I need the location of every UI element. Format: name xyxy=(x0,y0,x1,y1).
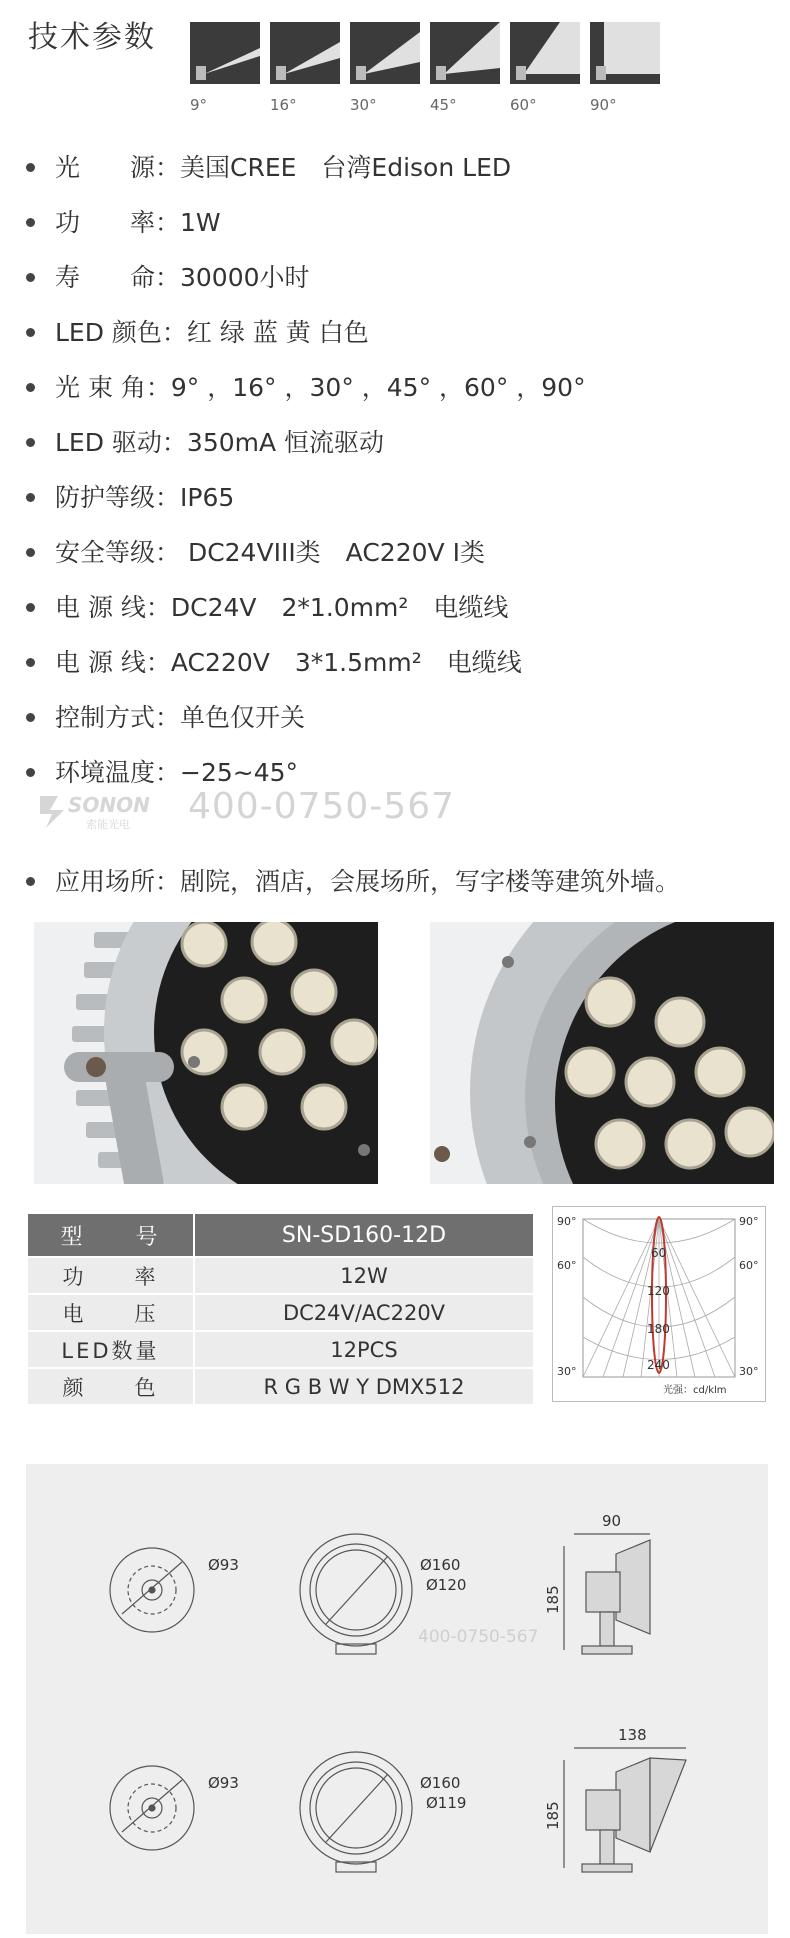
table-header-row xyxy=(28,1214,533,1256)
page-title: 技术参数 xyxy=(28,20,156,55)
table-row xyxy=(28,1258,533,1293)
table-cell-key: 电 压 xyxy=(28,1295,193,1330)
spec-item xyxy=(26,423,384,459)
sonon-logo-icon xyxy=(38,790,172,832)
table-cell-key: LED数量 xyxy=(28,1332,193,1367)
beam-label: 30° xyxy=(350,96,377,114)
watermark-brand: SONON xyxy=(68,793,150,817)
polar-ring-label: 240 xyxy=(647,1358,670,1372)
dim-width: 90 xyxy=(602,1512,622,1530)
table-cell-key: 颜 色 xyxy=(28,1369,193,1404)
beam-90-icon xyxy=(590,22,660,84)
spec-item xyxy=(26,258,310,294)
spec-item xyxy=(26,368,586,404)
polar-angle-label: 60° xyxy=(739,1259,759,1272)
beam-label: 60° xyxy=(510,96,537,114)
table-cell-value: DC24V/AC220V xyxy=(195,1295,533,1330)
table-cell-value: 12PCS xyxy=(195,1332,533,1367)
spec-text: 安全等级： DC24VIII类 AC220V I类 xyxy=(55,538,485,567)
spec-text: 电 源 线：DC24V 2*1.0mm² 电缆线 xyxy=(55,593,509,622)
watermark-brand-cn: 索能光电 xyxy=(86,818,130,831)
drawing-row-top xyxy=(110,1512,650,1654)
polar-ring-label: 60 xyxy=(651,1246,667,1260)
spec-item xyxy=(26,698,305,734)
beam-label: 16° xyxy=(270,96,297,114)
beam-9-icon xyxy=(190,22,260,84)
table-cell-value: 12W xyxy=(195,1258,533,1293)
spec-item xyxy=(26,643,522,679)
dim-inner-diameter: Ø119 xyxy=(426,1794,467,1812)
beam-60-icon xyxy=(510,22,580,84)
spec-item xyxy=(26,203,221,239)
spec-text: 控制方式：单色仅开关 xyxy=(55,703,306,732)
spec-text: 寿 命：30000小时 xyxy=(55,263,310,292)
beam-label: 90° xyxy=(590,96,617,114)
polar-angle-label: 60° xyxy=(557,1259,577,1272)
spec-item xyxy=(26,478,234,514)
dim-inner-diameter: Ø120 xyxy=(426,1576,467,1594)
beam-16-icon xyxy=(270,22,340,84)
spec-item xyxy=(26,588,508,624)
dim-outer-diameter: Ø160 xyxy=(420,1774,461,1792)
table-header-model: SN-SD160-12D xyxy=(195,1214,533,1256)
dim-outer-diameter: Ø160 xyxy=(420,1556,461,1574)
polar-ring-label: 180 xyxy=(647,1322,670,1336)
polar-diagram xyxy=(552,1206,766,1402)
spec-table xyxy=(26,1212,535,1406)
beam-45-icon xyxy=(430,22,500,84)
table-row xyxy=(28,1295,533,1330)
spec-text: 环境温度：−25~45° xyxy=(55,758,299,787)
spec-item xyxy=(26,148,511,184)
spec-item xyxy=(26,533,485,569)
polar-ring-label: 120 xyxy=(647,1284,670,1298)
dimension-drawings xyxy=(26,1464,768,1934)
polar-angle-label: 30° xyxy=(557,1365,577,1378)
table-cell-key: 功 率 xyxy=(28,1258,193,1293)
product-photo-right xyxy=(430,922,774,1184)
table-row xyxy=(28,1332,533,1367)
spec-text: 电 源 线：AC220V 3*1.5mm² 电缆线 xyxy=(55,648,522,677)
spec-text: LED 驱动：350mA 恒流驱动 xyxy=(55,428,385,457)
table-row xyxy=(28,1369,533,1404)
spec-item xyxy=(26,753,298,789)
beam-30-icon xyxy=(350,22,420,84)
spec-item xyxy=(26,862,680,898)
spec-text: 功 率：1W xyxy=(55,208,221,237)
dim-height: 185 xyxy=(544,1801,562,1830)
polar-angle-label: 90° xyxy=(557,1215,577,1228)
dim-watermark-phone: 400-0750-567 xyxy=(418,1627,539,1647)
drawing-row-bottom xyxy=(110,1726,686,1872)
product-photo-left xyxy=(34,922,378,1184)
dim-width: 138 xyxy=(618,1726,647,1744)
polar-angle-label: 90° xyxy=(739,1215,759,1228)
polar-angle-label: 30° xyxy=(739,1365,759,1378)
table-header-key: 型 号 xyxy=(28,1214,193,1256)
spec-text: 防护等级：IP65 xyxy=(55,483,235,512)
dim-front-diameter: Ø93 xyxy=(208,1556,239,1574)
dim-front-diameter: Ø93 xyxy=(208,1774,239,1792)
spec-item xyxy=(26,313,369,349)
polar-unit: 光强：cd/klm xyxy=(663,1385,727,1396)
table-cell-value: R G B W Y DMX512 xyxy=(195,1369,533,1404)
watermark-phone: 400-0750-567 xyxy=(188,786,456,827)
spec-text: LED 颜色：红 绿 蓝 黄 白色 xyxy=(55,318,369,347)
beam-label: 9° xyxy=(190,96,208,114)
spec-text: 应用场所：剧院，酒店，会展场所，写字楼等建筑外墙。 xyxy=(55,867,681,896)
spec-text: 光 束 角：9° ，16° ，30° ，45° ，60° ，90° xyxy=(55,373,586,402)
spec-text: 光 源：美国CREE 台湾Edison LED xyxy=(55,153,512,182)
beam-label: 45° xyxy=(430,96,457,114)
dim-height: 185 xyxy=(544,1585,562,1614)
